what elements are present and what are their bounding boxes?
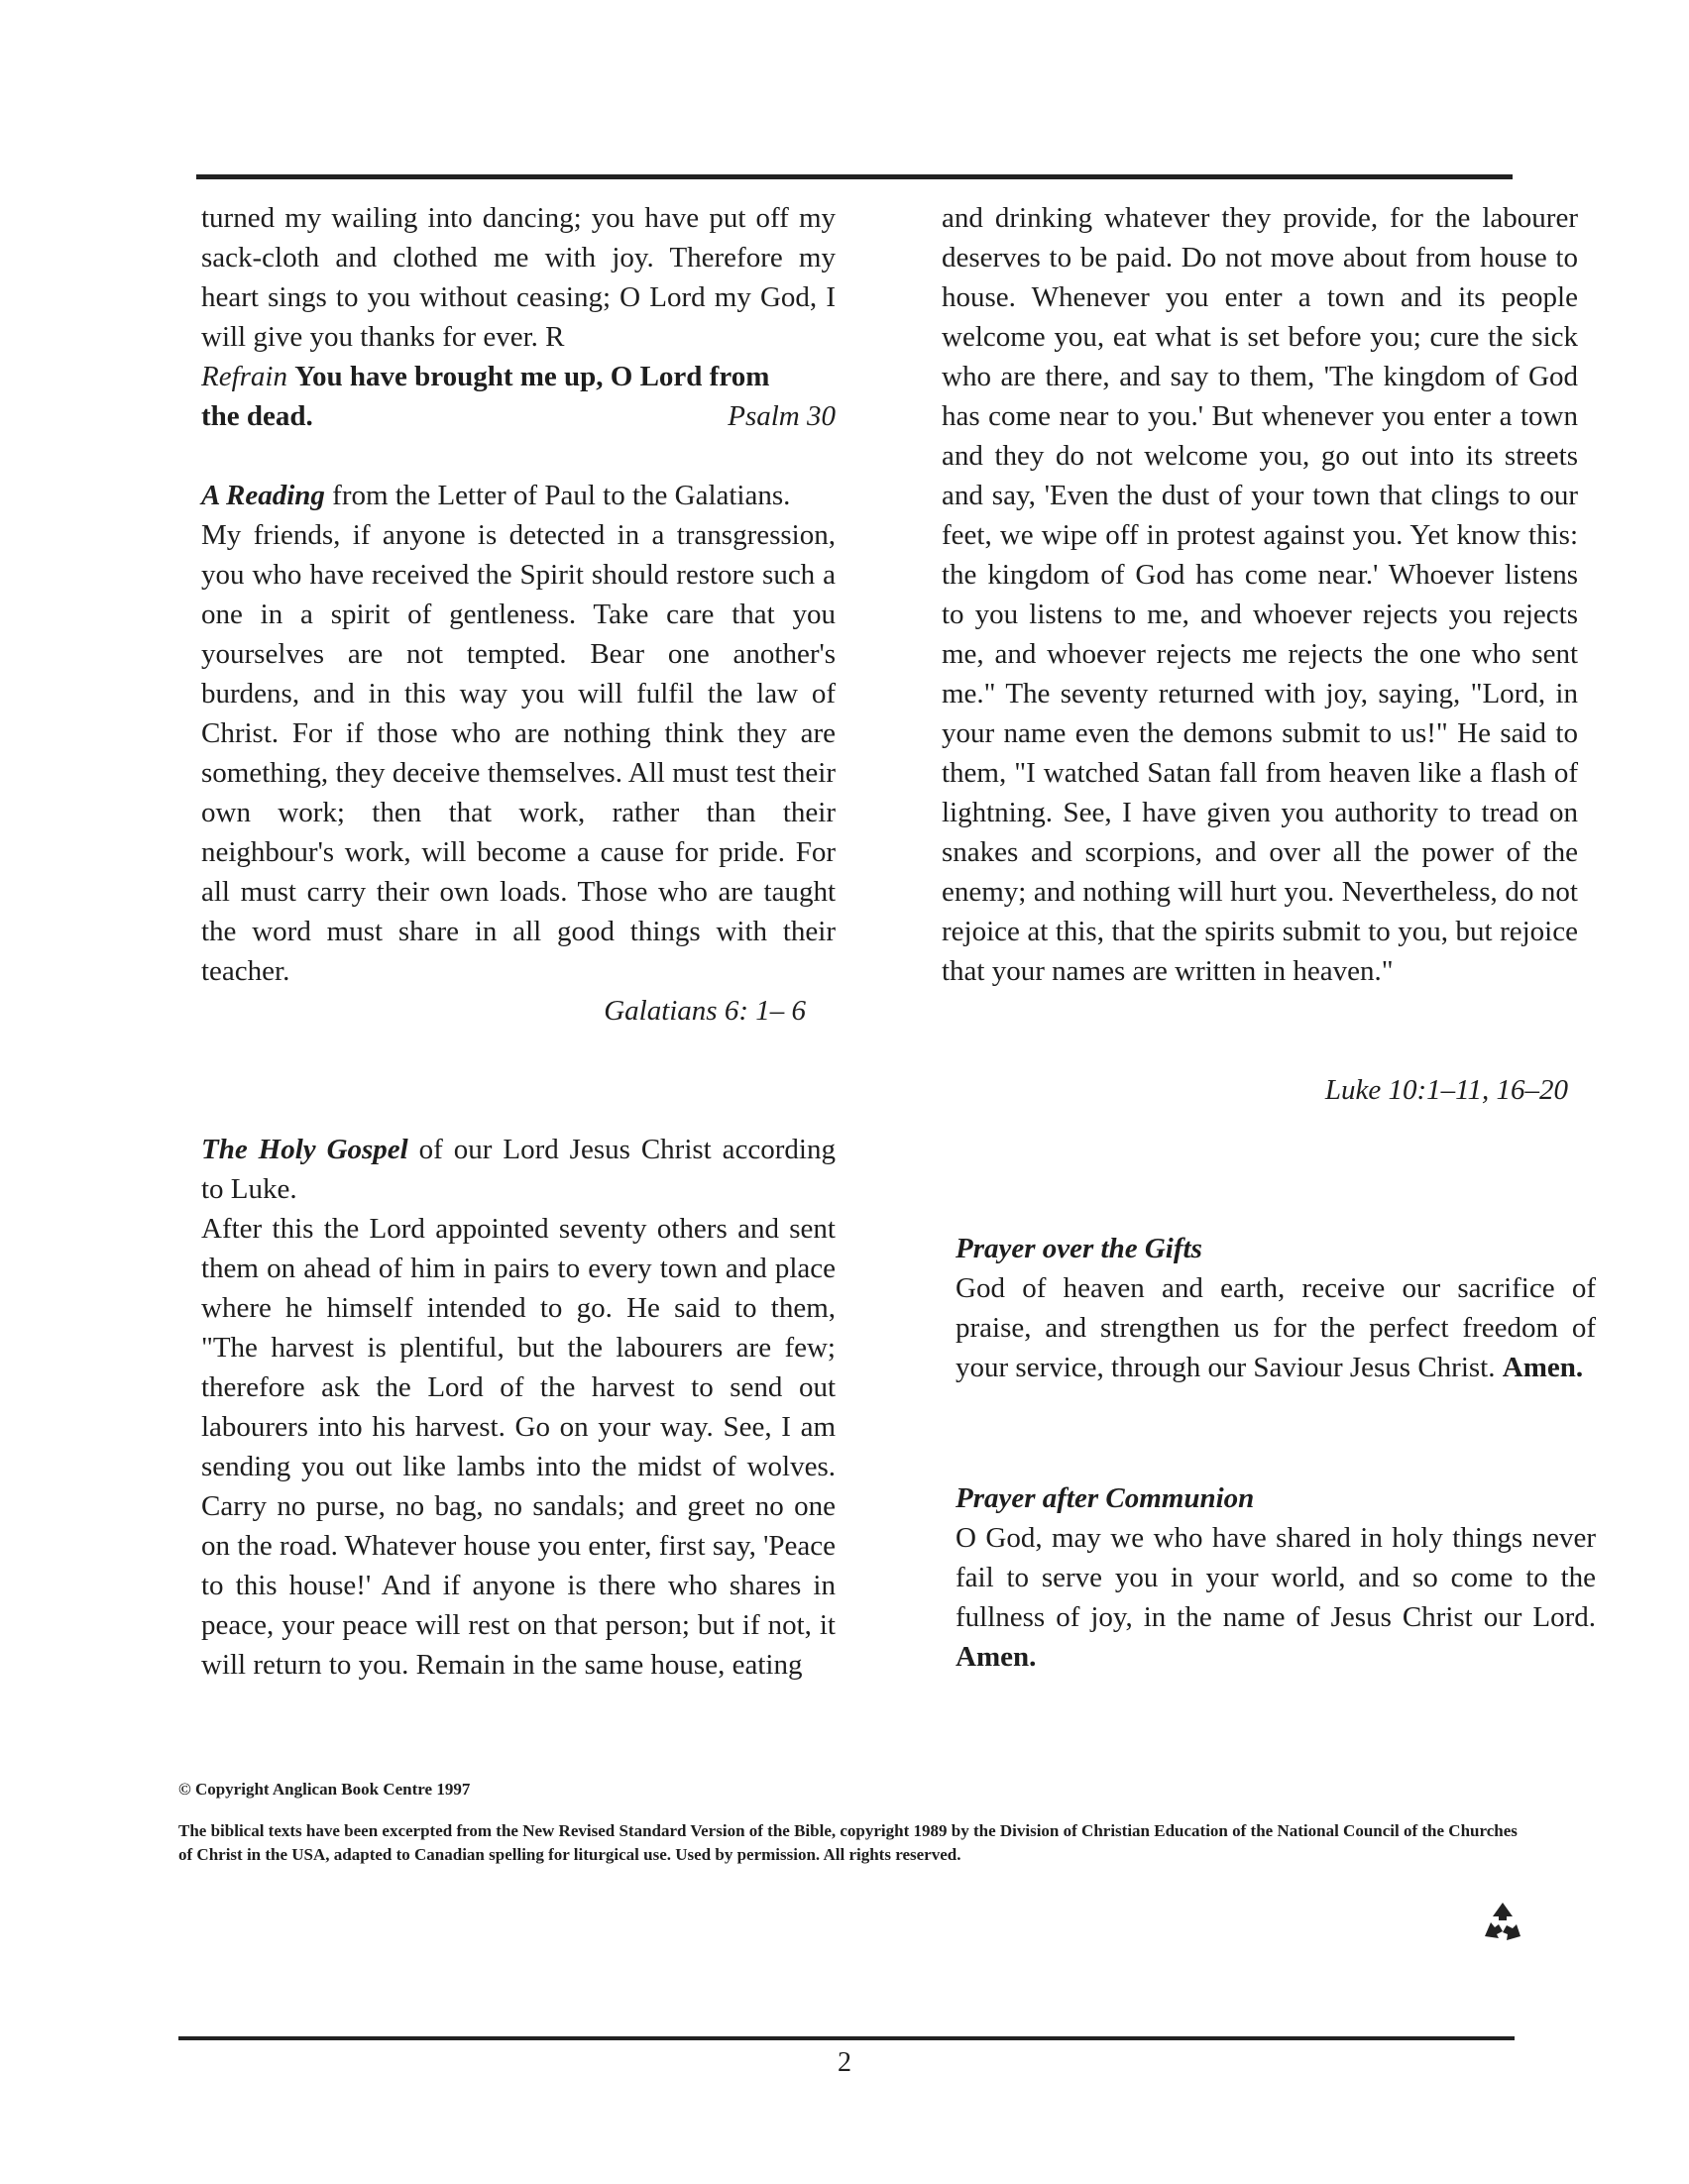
prayer-after-communion [956,1478,1596,1677]
gospel-text: After this the Lord appointed seventy others and sent them on ahead of him in pairs to every town and place where he himself intended to go. He said to them, "The harvest is plentiful, but the labourers are few; therefore ask the Lord of the harvest to send out labourers into his harvest. Go on your way. See, I am sending you out like lambs into the midst of wolves. Carry no purse, no bag, no sandals; and greet no one on the road. Whatever house you enter, first say, 'Peace to this house!' And if anyone is there who shares in peace, your peace will rest on that person; but if not, it will return to you. Remain in the same house, eating [201,1213,836,1681]
gospel-intro: of our Lord Jesus Christ according to Luke. [201,1134,836,1205]
communion-amen: Amen. [956,1641,1037,1673]
top-rule [196,174,1513,179]
communion-text: O God, may we who have shared in holy things never fail to serve you in your world, and so come to the fullness of joy, in the name of Jesus Christ our Lord. [956,1522,1596,1633]
gospel-reading [201,1130,836,1685]
refrain-text-end: the dead. [201,400,313,432]
refrain-label: Refrain [201,361,287,392]
gifts-heading: Prayer over the Gifts [956,1233,1202,1264]
reading-text: My friends, if anyone is detected in a transgression, you who have received the Spirit should restore such a one in a spirit of gentleness. Take care that you yourselves are not tempted. Bear one another's burdens, and in this way you will fulfil the law of Christ. For if those who are nothing think they are something, they deceive themselves. All must test their own work; then that work, rather than their neighbour's work, will become a cause for pride. For all must carry their own loads. Those who are taught the word must share in all good things with their teacher. [201,519,836,987]
page-number: 2 [838,2047,851,2078]
gospel-continuation: and drinking whatever they provide, for the labourer deserves to be paid. Do not move about from house to house. Whenever you enter a town and its people welcome you, eat what is set before you; cure the sick who are there, and say to them, 'The kingdom of God has come near to you.' But whenever you enter a town and they do not welcome you, go out into its streets and say, 'Even the dust of your town that clings to our feet, we wipe off in protest against you. Yet know this: the kingdom of God has come near.' Whoever listens to you listens to me, and whoever rejects you rejects me, and whoever rejects me rejects the one who sent me." The seventy returned with joy, saying, "Lord, in your name even the demons submit to us!" He said to them, "I watched Satan fall from heaven like a flash of lightning. See, I have given you authority to tread on snakes and scorpions, and over all the power of the enemy; and nothing will hurt you. Nevertheless, do not rejoice at this, that the spirits submit to you, but rejoice that your names are written in heaven." [942,202,1578,987]
prayer-over-gifts [956,1229,1596,1387]
gifts-amen: Amen. [1502,1352,1584,1383]
gospel-reference: Luke 10:1–11, 16–20 [1324,1074,1568,1106]
bottom-rule [178,2036,1515,2040]
communion-heading: Prayer after Communion [956,1482,1255,1514]
copyright-notice: © Copyright Anglican Book Centre 1997 [178,1780,471,1799]
gifts-text: God of heaven and earth, receive our sacrifice of praise, and strengthen us for the perfect freedom of your service, through our Saviour Jesus Christ. [956,1272,1596,1383]
psalm-reference: Psalm 30 [728,400,836,432]
recycle-icon [1477,1897,1528,1948]
epistle-reference: Galatians 6: 1– 6 [604,995,806,1027]
gospel-heading: The Holy Gospel [201,1134,408,1165]
psalm-refrain [201,357,836,436]
permission-notice: The biblical texts have been excerpted from the New Revised Standard Version of the Bible, copyright 1989 by the Division of Christian Education of the National Council of the Churches of Christ in the USA, adapted to Canadian spelling for liturgical use. Used by permission. All rights reserved. [178,1821,1518,1864]
reading-intro: from the Letter of Paul to the Galatians. [332,480,791,511]
reading-heading: A Reading [201,480,325,511]
psalm-verse: turned my wailing into dancing; you have put off my sack-cloth and clothed me with joy. Therefore my heart sings to you without ceasing; O Lord my God, I will give you thanks for ever. R [201,202,836,353]
refrain-text: You have brought me up, O Lord from [294,361,770,392]
epistle-reading [201,476,836,991]
